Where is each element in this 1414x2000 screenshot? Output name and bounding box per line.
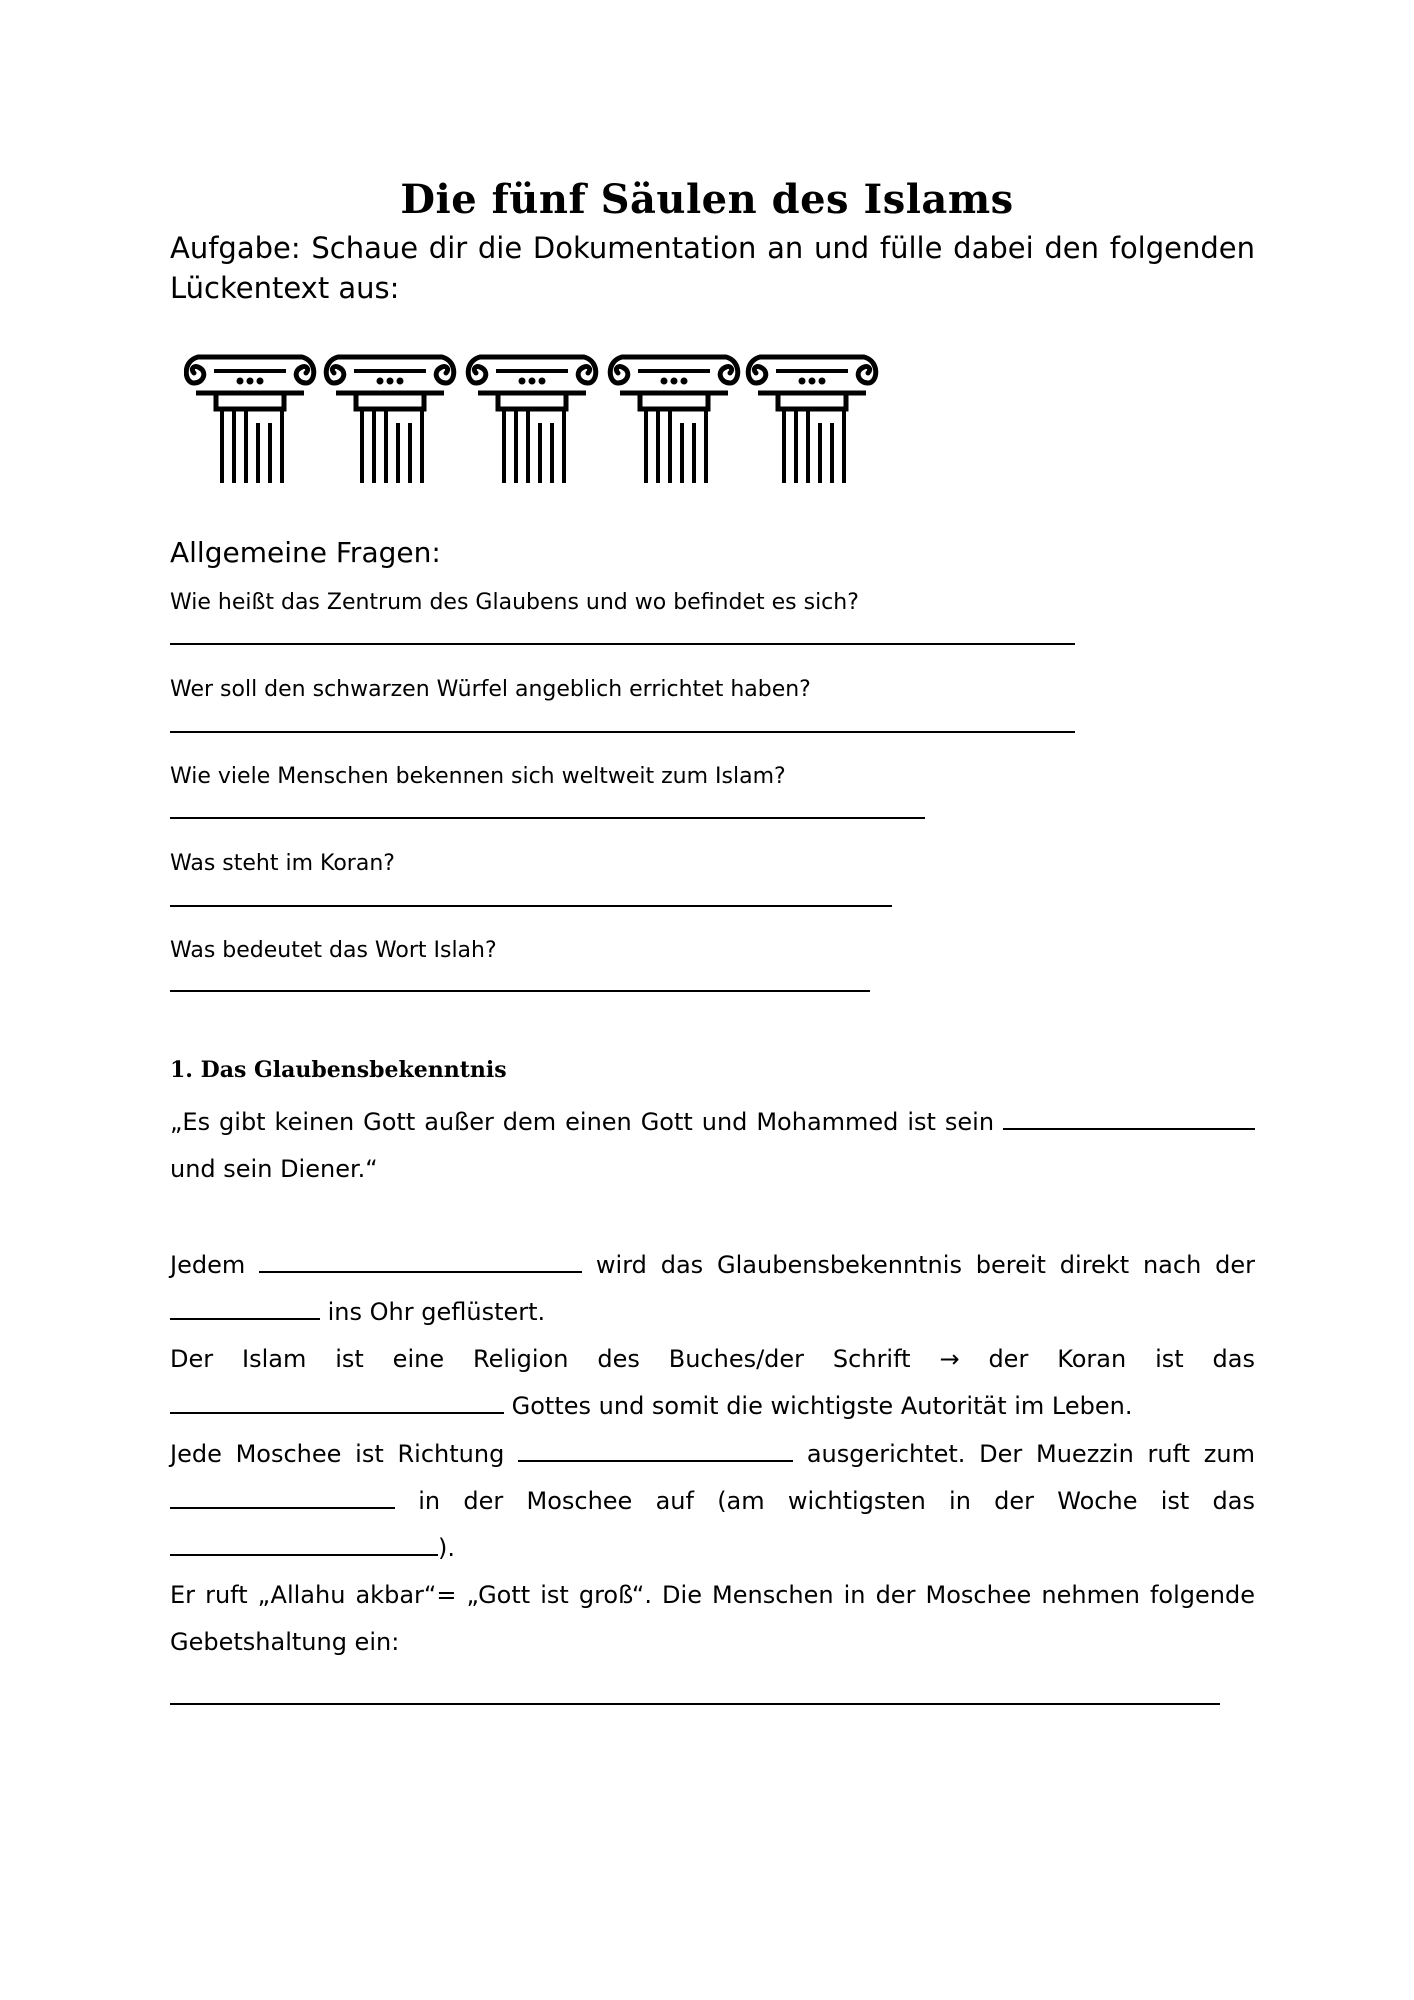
task-instruction: Aufgabe: Schaue dir die Dokumentation an und fülle dabei den folgenden Lückentext aus: [170,231,1255,305]
cloze-text: Der Islam ist eine Religion des Buches/der Schrift [170,1345,911,1373]
cloze-text: wird das Glaubensbekenntnis bereit direkt nach der [595,1251,1255,1279]
cloze-line-3 [170,1242,1255,1289]
ionic-column-icon [468,357,596,483]
cloze-text: Jedem [170,1251,246,1279]
cloze-blank[interactable] [170,1483,395,1509]
cloze-line-11: Gebetshaltung ein: [170,1628,400,1656]
cloze-text: der Koran ist das [988,1345,1255,1373]
cloze-blank[interactable] [259,1247,582,1273]
answer-line-5[interactable] [170,990,870,992]
worksheet-title: Die fünf Säulen des Islams [400,176,1014,223]
arrow-right-icon: → [939,1345,960,1373]
ionic-column-icon [610,357,738,483]
answer-line-4[interactable] [170,905,892,907]
cloze-line-10: Er ruft „Allahu akbar“= „Gott ist groß“. Die Menschen in der Moschee nehmen folgende [170,1581,1255,1609]
cloze-text: „Es gibt keinen Gott außer dem einen Gott und Mohammed ist sein [170,1108,995,1136]
cloze-line-9 [170,1525,1255,1572]
cloze-blank[interactable] [170,1294,320,1320]
cloze-text: ). [438,1534,455,1562]
question-5: Was bedeutet das Wort Islah? [170,938,497,963]
cloze-blank[interactable] [518,1436,793,1462]
cloze-text: ins Ohr geflüstert. [327,1298,546,1326]
cloze-text: in der Moschee auf (am wichtigsten in der Woche ist das [418,1487,1255,1515]
ionic-column-icon [186,357,314,483]
cloze-blank[interactable] [170,1530,438,1556]
question-4: Was steht im Koran? [170,851,395,876]
answer-line-prayer-posture[interactable] [170,1703,1220,1705]
cloze-line-7 [170,1431,1255,1478]
pillars-illustration [184,343,894,493]
question-1: Wie heißt das Zentrum des Glaubens und wo befindet es sich? [170,590,859,615]
cloze-line-5 [170,1336,1255,1383]
answer-line-1[interactable] [170,643,1075,645]
cloze-text: Gottes und somit die wichtigste Autorität im Leben. [511,1392,1133,1420]
cloze-blank[interactable] [1003,1104,1255,1130]
section-1-heading: 1. Das Glaubensbekenntnis [170,1057,507,1083]
ionic-column-icon [748,357,876,483]
question-2: Wer soll den schwarzen Würfel angeblich errichtet haben? [170,677,811,702]
question-3: Wie viele Menschen bekennen sich weltweit zum Islam? [170,764,786,789]
ionic-column-icon [326,357,454,483]
cloze-text: Jede Moschee ist Richtung [170,1440,505,1468]
general-questions-heading: Allgemeine Fragen: [170,536,441,569]
cloze-line-4 [170,1289,1255,1336]
cloze-line-1 [170,1099,1255,1146]
answer-line-3[interactable] [170,817,925,819]
cloze-text: ausgerichtet. Der Muezzin ruft zum [806,1440,1255,1468]
answer-line-2[interactable] [170,731,1075,733]
cloze-line-8 [170,1478,1255,1525]
cloze-line-6 [170,1383,1255,1430]
cloze-blank[interactable] [170,1388,504,1414]
cloze-line-2: und sein Diener.“ [170,1155,378,1183]
